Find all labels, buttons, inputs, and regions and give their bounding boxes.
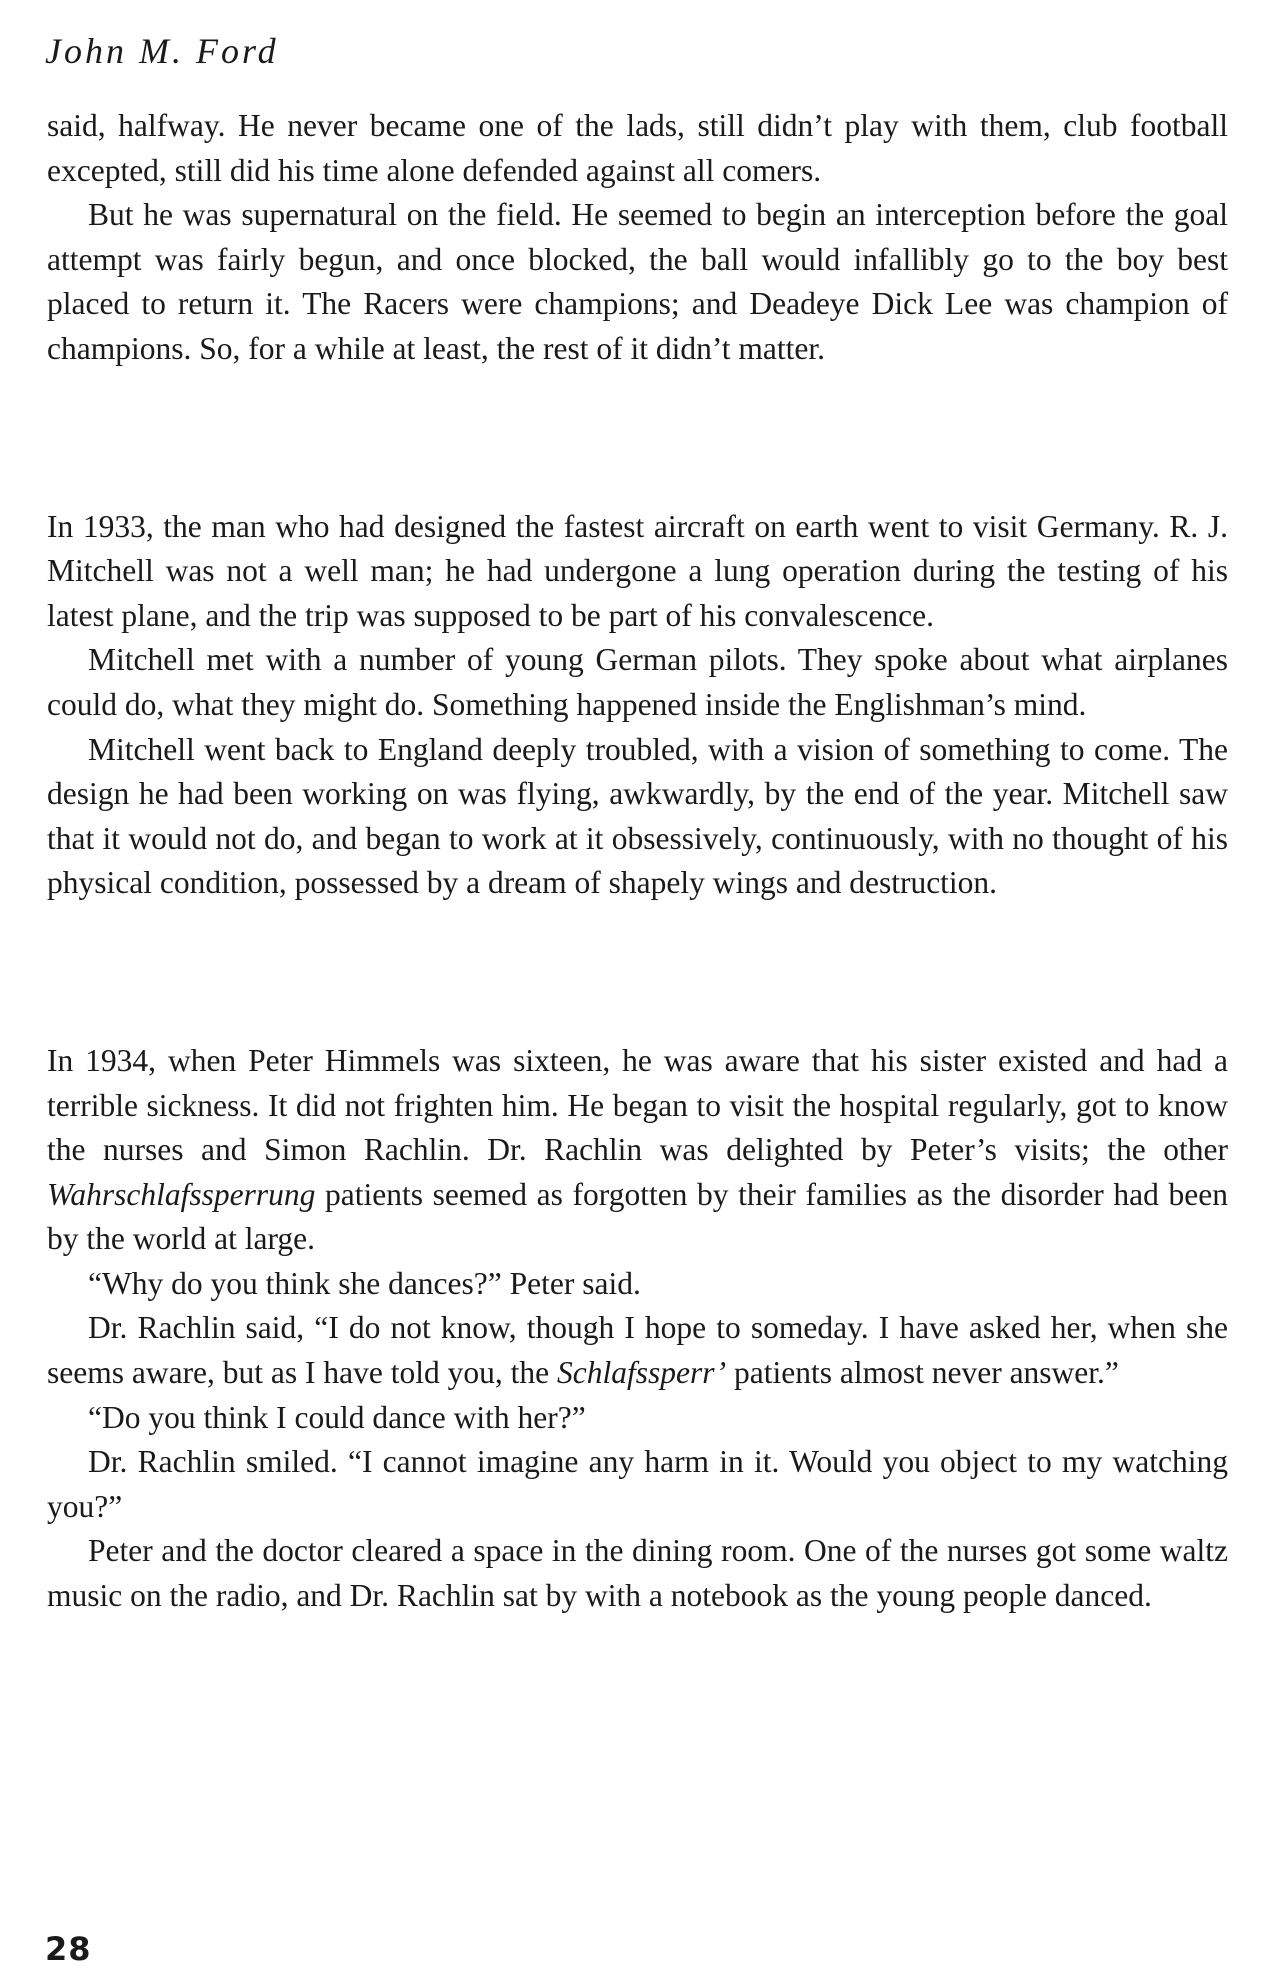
text-run: Dr. Rachlin said, “I do not know, though I hope to someday. I have asked her, when she seems aware, but as I have told you, the: [47, 1310, 1228, 1391]
running-head: John M. Ford: [45, 31, 279, 71]
section-break: [47, 372, 1228, 505]
paragraph: Mitchell met with a number of young German pilots. They spoke about what airplanes could do, what they might do. Something happened inside the Englishman’s mind.: [47, 642, 1228, 722]
section-break: [47, 906, 1228, 1039]
paragraph: [47, 1039, 1228, 1262]
text-run: patients seemed as forgotten by their families as the disorder had been by the world at large.: [47, 1176, 1228, 1257]
paragraph: Mitchell went back to England deeply troubled, with a vision of something to come. The design he had been working on was flying, awkwardly, by the end of the year. Mitchell saw that it would not do, and began to work at it obsessively, continuously, with no thought of his physical condition, possessed by a dream of shapely wings and destruction.: [47, 731, 1228, 901]
italic-term: Schlafssperr’: [556, 1355, 727, 1391]
page-body: [47, 104, 1228, 1619]
paragraph: said, halfway. He never became one of the lads, still didn’t play with them, club football excepted, still did his time alone defended against all comers.: [47, 108, 1228, 188]
paragraph: “Do you think I could dance with her?”: [88, 1399, 586, 1435]
page-number: 28: [45, 1930, 92, 1968]
paragraph: Dr. Rachlin smiled. “I cannot imagine any harm in it. Would you object to my watching you?”: [47, 1444, 1228, 1524]
text-run: In 1934, when Peter Himmels was sixteen, he was aware that his sister existed and had a terrible sickness. It did not frighten him. He began to visit the hospital regularly, got to know the nurses and Simon Rachlin. Dr. Rachlin was delighted by Peter’s visits; the other: [47, 1042, 1228, 1168]
italic-term: Wahrschlafssperrung: [47, 1176, 316, 1212]
paragraph: “Why do you think she dances?” Peter said.: [88, 1265, 641, 1301]
paragraph: [47, 1306, 1228, 1395]
text-run: patients almost never answer.”: [726, 1355, 1119, 1391]
paragraph: In 1933, the man who had designed the fastest aircraft on earth went to visit Germany. R. J. Mitchell was not a well man; he had undergone a lung operation during the testing of his latest plane, and the trip was supposed to be part of his convalescence.: [47, 508, 1228, 633]
paragraph: Peter and the doctor cleared a space in the dining room. One of the nurses got some waltz music on the radio, and Dr. Rachlin sat by with a notebook as the young people danced.: [47, 1533, 1228, 1614]
paragraph: But he was supernatural on the field. He seemed to begin an interception before the goal attempt was fairly begun, and once blocked, the ball would infallibly go to the boy best placed to return it. The Racers were champions; and Deadeye Dick Lee was champion of champions. So, for a while at least, the rest of it didn’t matter.: [47, 197, 1228, 366]
